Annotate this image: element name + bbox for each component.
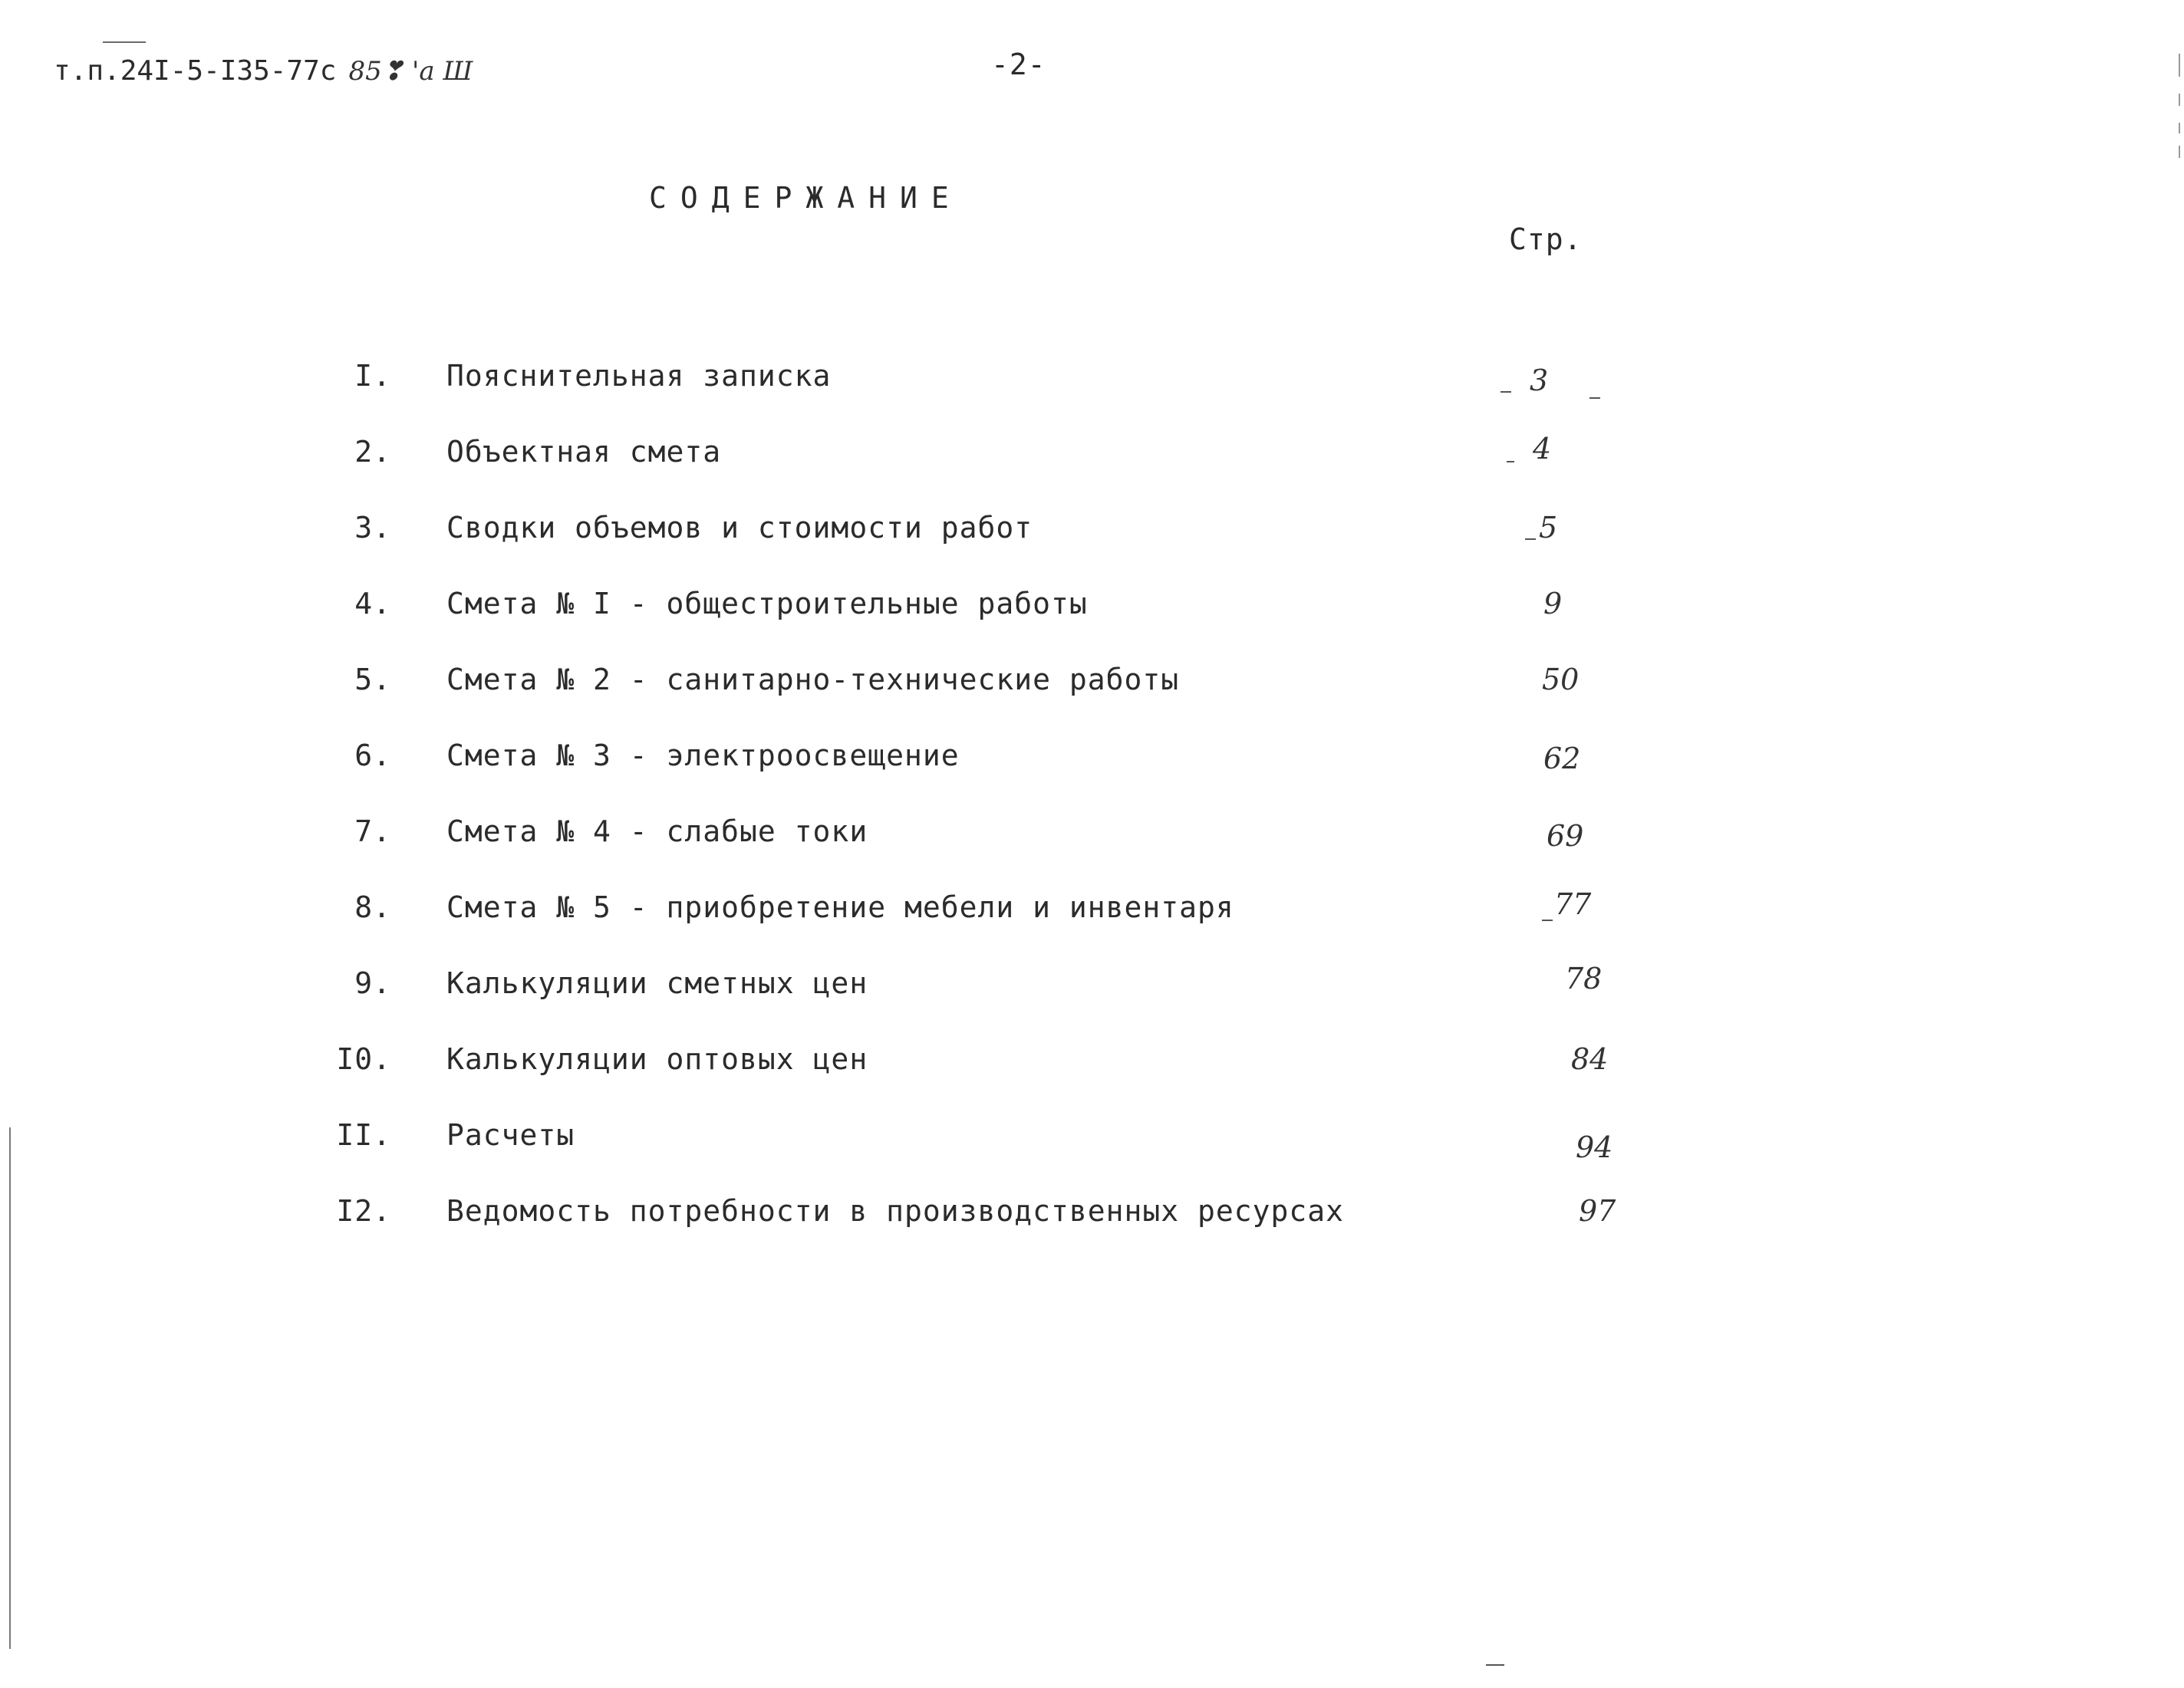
right-edge-mark — [2179, 54, 2180, 77]
toc-item-page: 78 — [1565, 962, 1603, 995]
bottom-dash-mark — [1486, 1664, 1504, 1666]
toc-row — [0, 1042, 1688, 1088]
toc-row — [0, 587, 1688, 633]
toc-row — [0, 432, 1688, 481]
handwritten-dash — [1507, 461, 1514, 462]
toc-title: СОДЕРЖАНИЕ — [649, 181, 963, 215]
toc-item-title: Смета № 4 - слабые токи — [446, 814, 868, 848]
toc-item-number: 5. — [354, 663, 391, 696]
toc-item-number: I0. — [336, 1042, 391, 1076]
toc-row — [0, 814, 1688, 860]
toc-item-number: 7. — [354, 814, 391, 848]
toc-item-number: 6. — [354, 739, 391, 772]
toc-item-title: Ведомость потребности в производственных ресурсах — [446, 1194, 1345, 1228]
right-edge-mark — [2179, 123, 2180, 133]
toc-item-title: Смета № I - общестроительные работы — [446, 587, 1088, 620]
toc-item-page: 4 — [1533, 432, 1552, 466]
toc-item-title: Расчеты — [446, 1118, 575, 1152]
document-code — [54, 55, 473, 87]
toc-item-number: I2. — [336, 1194, 391, 1228]
toc-item-number: 9. — [354, 966, 391, 1000]
toc-item-number: 3. — [354, 511, 391, 545]
toc-row — [0, 359, 1688, 405]
toc-item-page: 3 — [1530, 364, 1549, 397]
toc-item-title: Пояснительная записка — [446, 359, 832, 393]
toc-row — [0, 663, 1688, 709]
toc-row — [0, 1118, 1688, 1164]
document-code-annotation: 85❣ 'a Ш — [348, 56, 473, 87]
toc-row — [0, 887, 1688, 936]
toc-item-number: 2. — [354, 435, 391, 469]
toc-item-number: II. — [336, 1118, 391, 1152]
toc-item-page: 69 — [1547, 819, 1584, 853]
toc-item-title: Смета № 2 - санитарно-технические работы — [446, 663, 1180, 696]
toc-item-page: 5 — [1539, 511, 1558, 545]
right-edge-mark — [2179, 94, 2180, 106]
page-column-header: Стр. — [1509, 222, 1583, 256]
handwritten-dash — [1589, 397, 1600, 399]
toc-item-title: Смета № 3 - электроосвещение — [446, 739, 960, 772]
toc-row — [0, 962, 1688, 1012]
toc-item-title: Сводки объемов и стоимости работ — [446, 511, 1033, 545]
toc-item-number: 8. — [354, 890, 391, 924]
toc-item-page: 97 — [1579, 1194, 1616, 1228]
toc-item-page: 62 — [1543, 742, 1581, 775]
toc-row — [0, 739, 1688, 785]
toc-item-title: Калькуляции сметных цен — [446, 966, 868, 1000]
toc-row — [0, 1194, 1688, 1240]
handwritten-dash — [1542, 920, 1553, 921]
handwritten-dash — [1500, 391, 1511, 393]
toc-item-page: 84 — [1571, 1042, 1609, 1076]
toc-item-title: Смета № 5 - приобретение мебели и инвентаря — [446, 890, 1234, 924]
toc-item-page: 50 — [1542, 663, 1580, 696]
document-code-text: т.п.24I-5-I35-77с — [54, 55, 337, 87]
toc-item-number: I. — [354, 359, 391, 393]
toc-item-title: Объектная смета — [446, 435, 722, 469]
toc-item-page: 77 — [1554, 887, 1592, 921]
toc-item-number: 4. — [354, 587, 391, 620]
toc-row — [0, 511, 1688, 557]
page-number: -2- — [991, 48, 1046, 81]
toc-item-page: 9 — [1543, 587, 1563, 620]
toc-item-title: Калькуляции оптовых цен — [446, 1042, 868, 1076]
right-edge-mark — [2179, 146, 2180, 158]
header-dash-mark — [103, 41, 146, 43]
handwritten-dash — [1525, 538, 1536, 540]
toc-item-page: 94 — [1576, 1130, 1613, 1164]
